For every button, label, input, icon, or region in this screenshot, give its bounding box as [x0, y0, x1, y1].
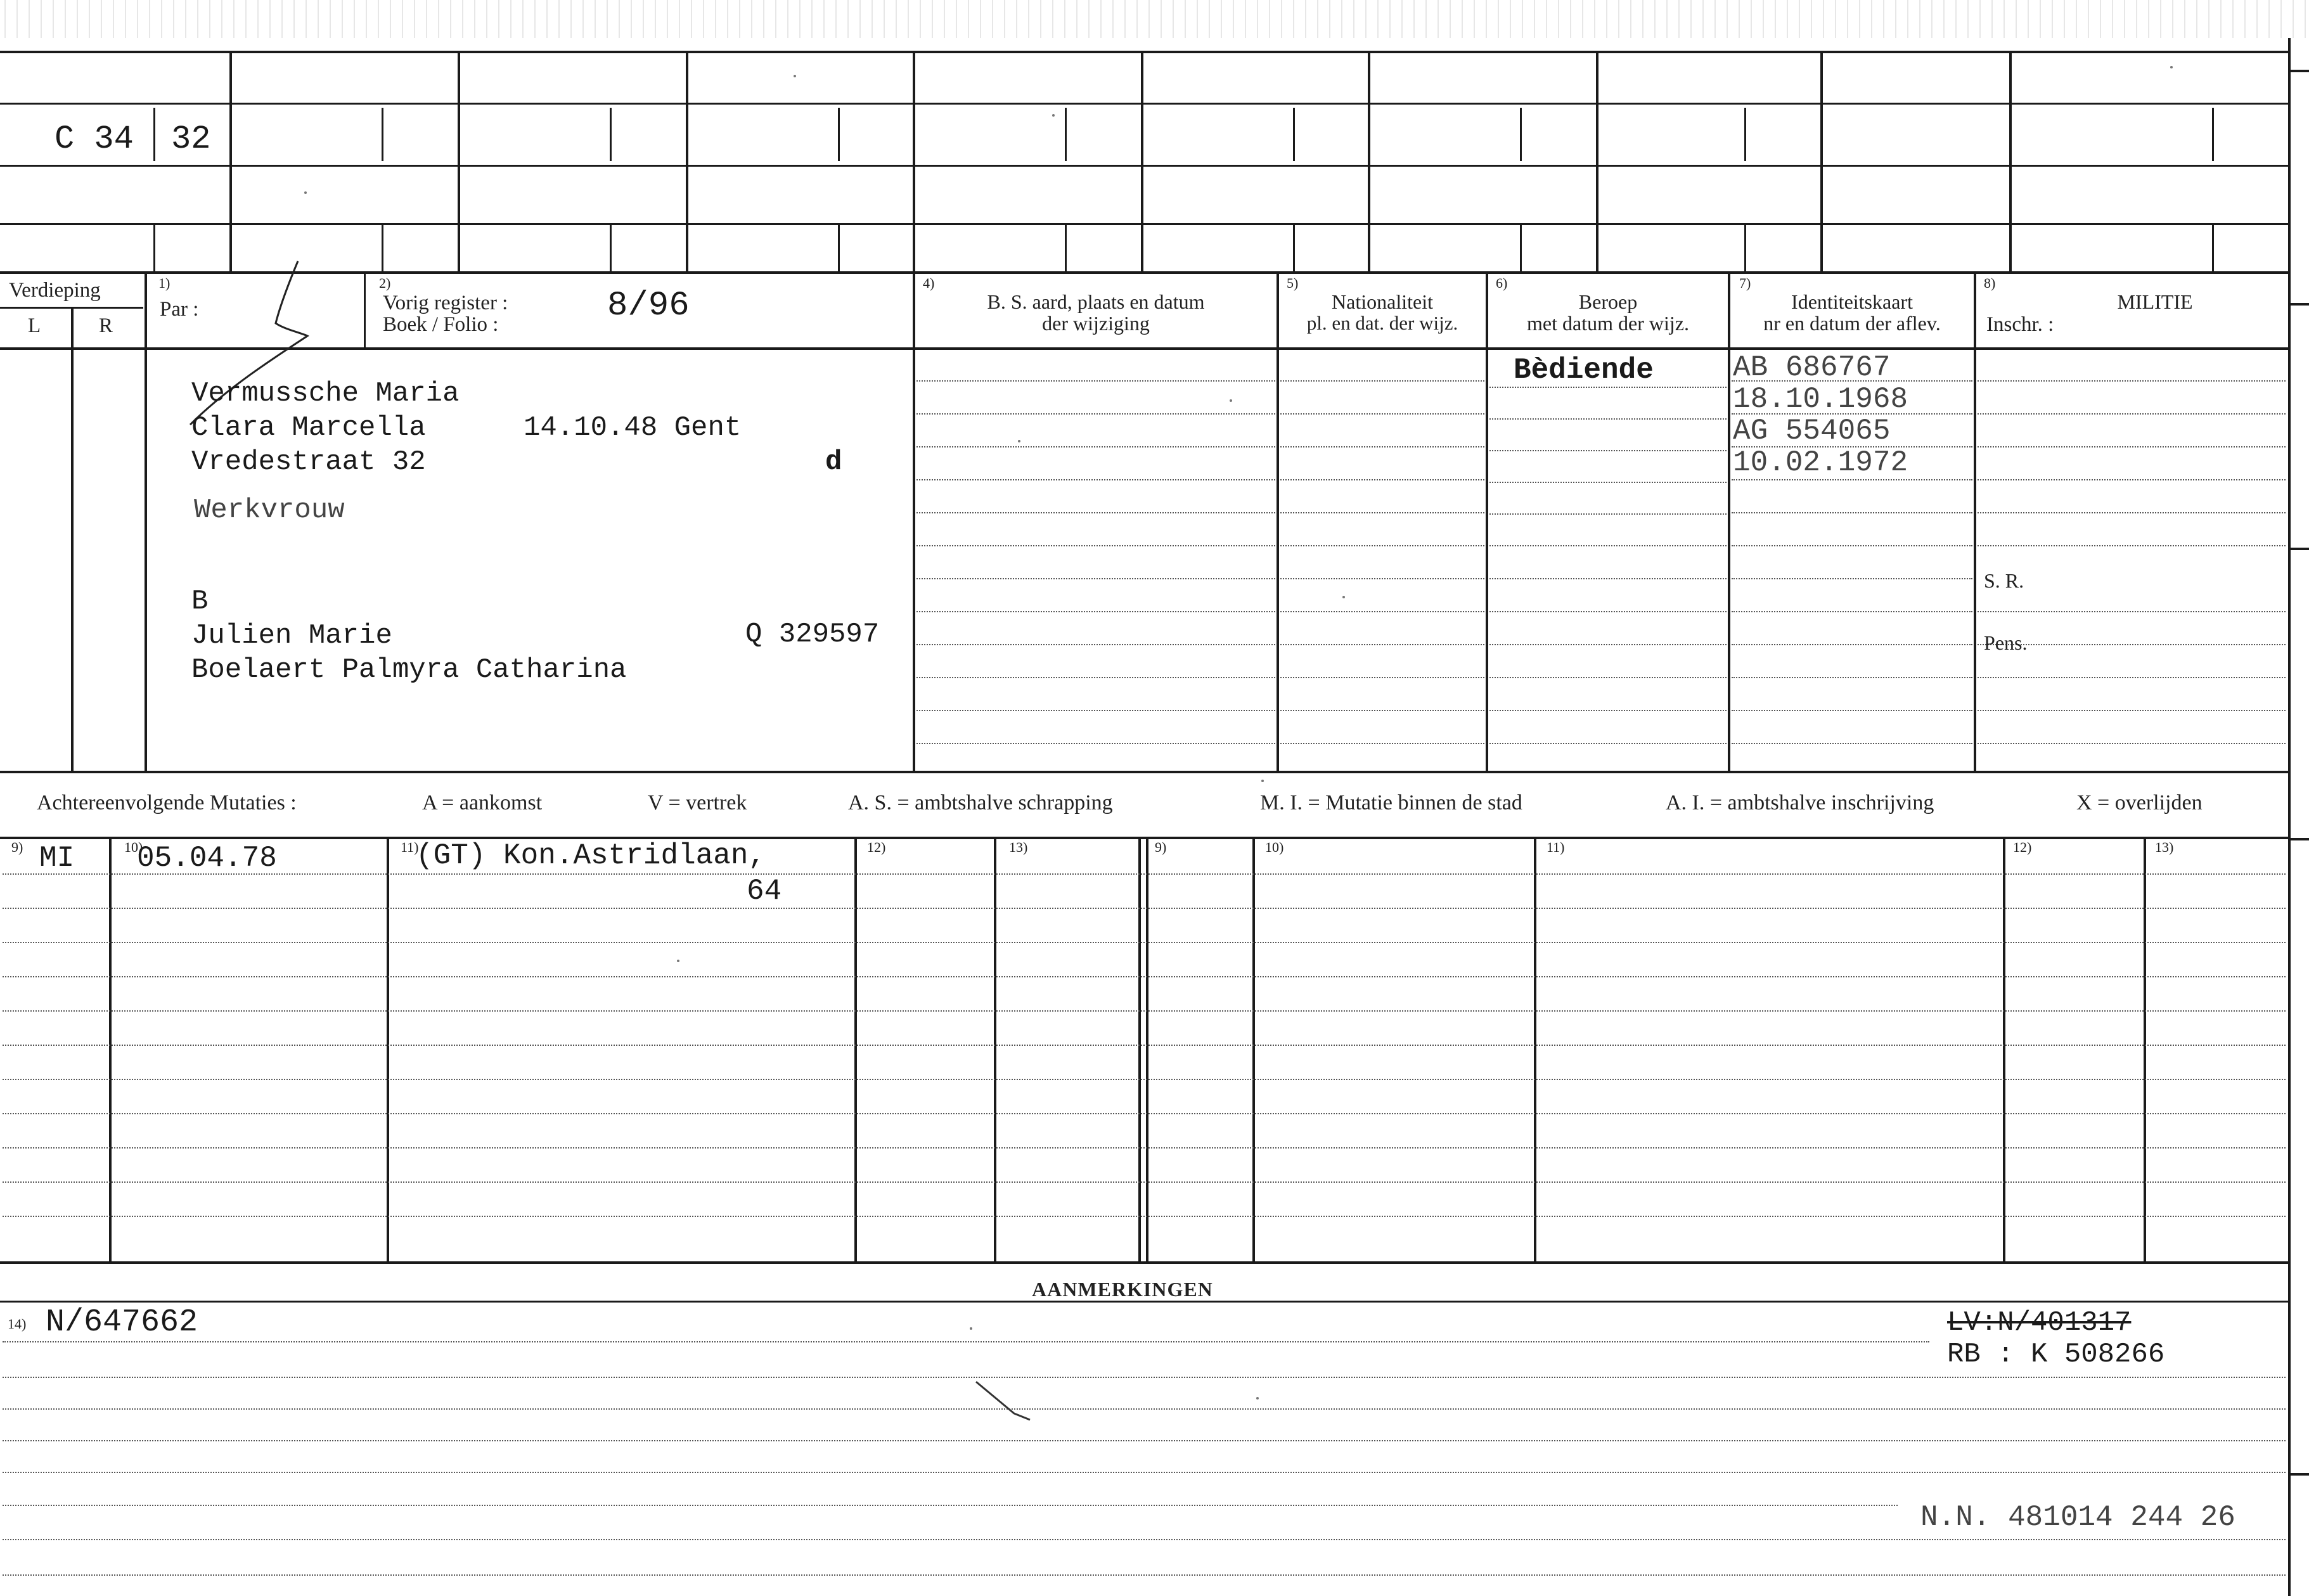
person-line2: Clara Marcella — [191, 412, 426, 444]
legend-mi: M. I. = Mutatie binnen de stad — [1260, 791, 1522, 814]
floor-right: R — [99, 314, 113, 337]
code-left: C 34 — [55, 120, 134, 158]
field2-label1: Vorig register : — [383, 292, 508, 314]
id-card-1: AB 686767 — [1733, 351, 1891, 384]
person-line1: Vermussche Maria — [191, 378, 460, 409]
remarks-value: N/647662 — [46, 1304, 198, 1341]
person-mark-d: d — [825, 446, 842, 478]
field1-label: Par : — [160, 298, 199, 321]
mut-col9-num: 9) — [11, 839, 23, 855]
field4-num: 4) — [923, 275, 935, 291]
legend-ai: A. I. = ambtshalve inschrijving — [1666, 791, 1934, 814]
remarks-lv: LV:N/401317 — [1947, 1307, 2132, 1339]
remarks-nn: N.N. 481014 244 26 — [1920, 1501, 2235, 1534]
field7-line1: Identiteitskaart — [1791, 290, 1913, 313]
person-mother: Boelaert Palmyra Catharina — [191, 654, 627, 686]
legend-title: Achtereenvolgende Mutaties : — [37, 791, 297, 814]
mut-col11b-num: 11) — [1547, 839, 1565, 855]
legend-x: X = overlijden — [2076, 791, 2203, 814]
field1-num: 1) — [158, 275, 170, 291]
person-b: B — [191, 586, 209, 617]
mut-col11-num: 11) — [401, 839, 419, 855]
mut-col10b-num: 10) — [1265, 839, 1284, 855]
mut-col12b-num: 12) — [2013, 839, 2032, 855]
id-card-2: AG 554065 — [1733, 415, 1891, 447]
field6-line1: Beroep — [1578, 290, 1638, 313]
field5-line1: Nationaliteit — [1332, 290, 1433, 313]
scan-noise — [0, 0, 2309, 38]
field5-line2: pl. en dat. der wijz. — [1306, 312, 1458, 334]
person-q-number: Q 329597 — [745, 619, 880, 650]
person-birth: 14.10.48 Gent — [524, 412, 742, 444]
legend-as: A. S. = ambtshalve schrapping — [848, 791, 1113, 814]
floor-left: L — [28, 314, 41, 337]
inschr-label: Inschr. : — [1986, 313, 2054, 336]
mut-col13-num: 13) — [1009, 839, 1028, 855]
field4-line2: der wijziging — [1042, 312, 1150, 335]
beroep-value: Bèdiende — [1514, 354, 1654, 387]
field7-num: 7) — [1739, 275, 1751, 291]
sr-label: S. R. — [1984, 569, 2024, 592]
remarks-tick-mark — [970, 1375, 1033, 1426]
vorig-register-value: 8/96 — [607, 286, 690, 325]
id-card-2-date: 10.02.1972 — [1733, 446, 1908, 479]
mut-col12-num: 12) — [867, 839, 886, 855]
field5-num: 5) — [1287, 275, 1299, 291]
field7-line2: nr en datum der aflev. — [1763, 312, 1941, 335]
person-occupation: Werkvrouw — [194, 494, 345, 526]
field6-line2: met datum der wijz. — [1527, 312, 1689, 335]
person-address: Vredestraat 32 — [191, 446, 426, 478]
person-father: Julien Marie — [191, 620, 392, 652]
remarks-rb: RB : K 508266 — [1947, 1339, 2165, 1370]
mutation-type: MI — [39, 842, 75, 875]
militie-title: MILITIE — [2117, 290, 2193, 313]
mutation-address-1: (GT) Kon.Astridlaan, — [416, 839, 766, 872]
pens-label: Pens. — [1984, 631, 2028, 654]
mutation-address-2: 64 — [747, 875, 782, 908]
mutation-date: 05.04.78 — [137, 842, 277, 875]
legend-a: A = aankomst — [422, 791, 543, 814]
par-scribble — [152, 254, 342, 437]
field2-num: 2) — [379, 275, 391, 291]
id-card-1-date: 18.10.1968 — [1733, 383, 1908, 416]
remarks-num: 14) — [8, 1316, 27, 1332]
mut-col10-num: 10) — [124, 839, 143, 855]
field8-num: 8) — [1984, 275, 1996, 291]
field4-line1: B. S. aard, plaats en datum — [987, 290, 1205, 313]
floor-title: Verdieping — [9, 279, 101, 302]
remarks-top-rule — [0, 1301, 2288, 1303]
code-right: 32 — [171, 120, 211, 158]
field2-label2: Boek / Folio : — [383, 313, 499, 336]
mut-col13b-num: 13) — [2155, 839, 2174, 855]
legend-v: V = vertrek — [648, 791, 747, 814]
mut-col9b-num: 9) — [1155, 839, 1167, 855]
remarks-title: AANMERKINGEN — [1032, 1278, 1213, 1301]
field6-num: 6) — [1496, 275, 1508, 291]
